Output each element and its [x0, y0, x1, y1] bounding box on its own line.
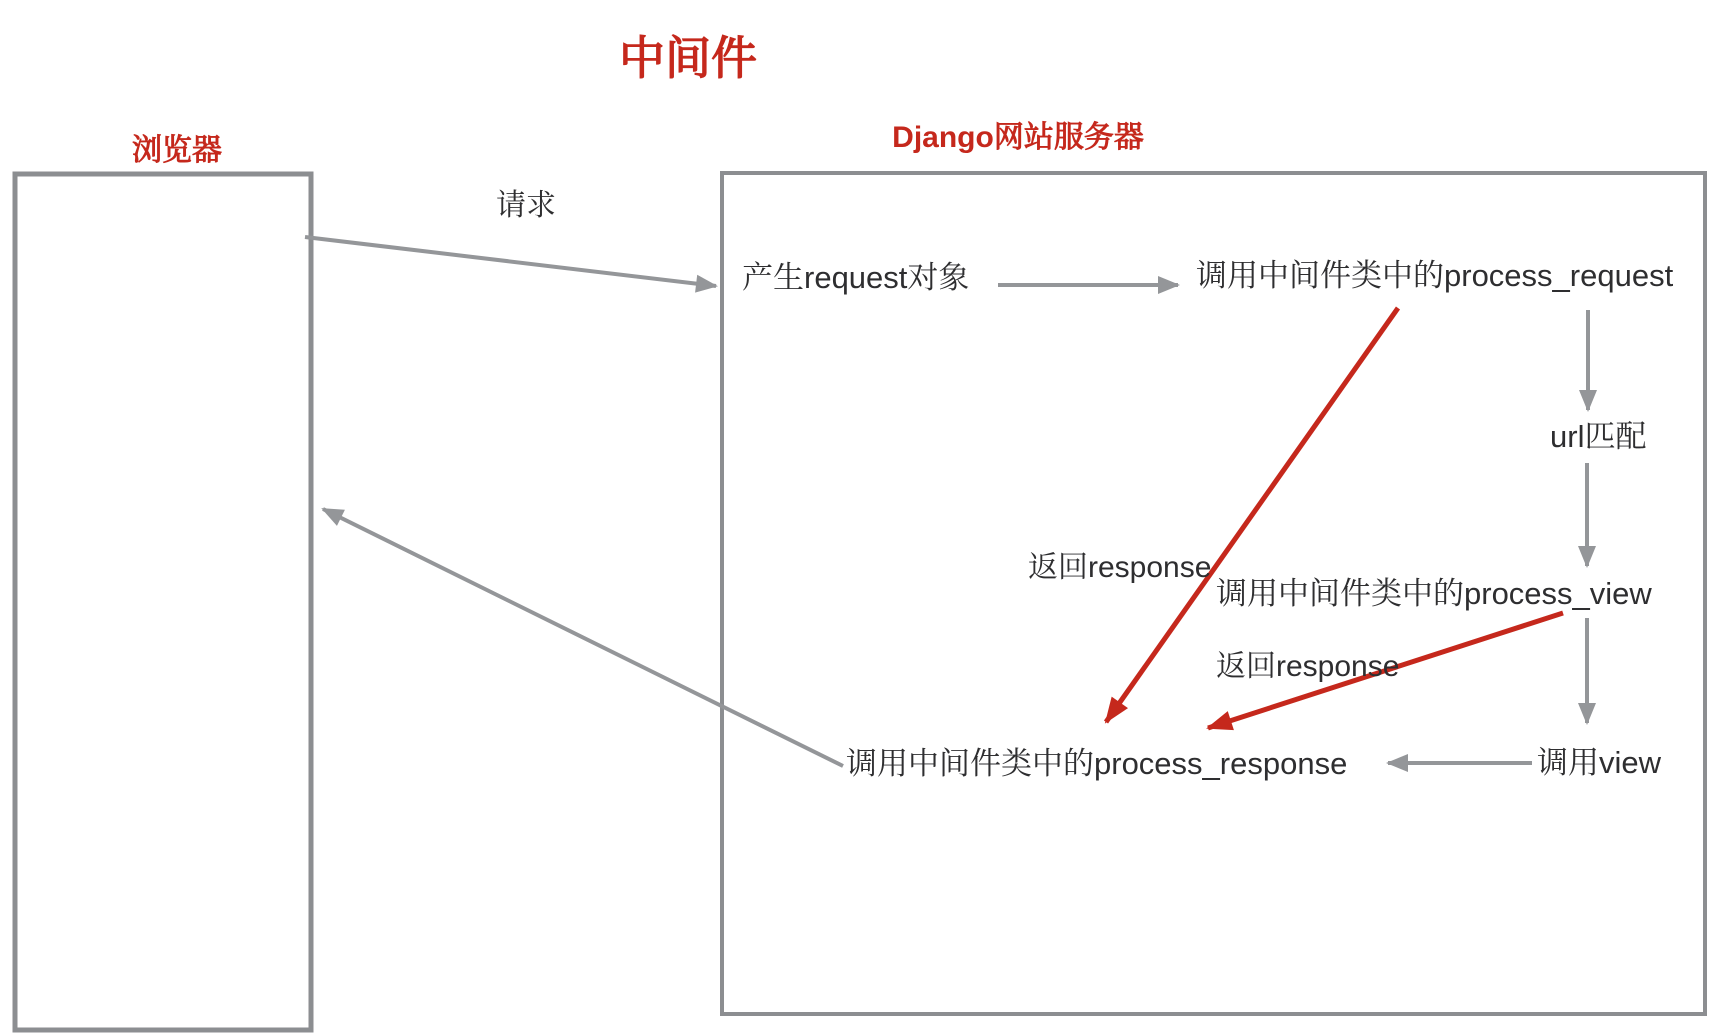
diagram-title: 中间件	[619, 32, 757, 84]
url-match-label: url匹配	[1550, 419, 1647, 454]
call-view-label: 调用view	[1537, 745, 1662, 780]
request-label: 请求	[496, 189, 556, 222]
create-request-object-label: 产生request对象	[742, 260, 970, 295]
call-process-response-label: 调用中间件类中的process_response	[846, 746, 1348, 781]
call-process-request-label: 调用中间件类中的process_request	[1196, 258, 1674, 293]
django-server-box-label: Django网站服务器	[892, 121, 1144, 154]
call-process-view-label: 调用中间件类中的process_view	[1216, 576, 1652, 611]
browser-box-label: 浏览器	[132, 134, 222, 167]
return-response-from-request-label: 返回response	[1028, 551, 1212, 584]
request-arrow	[305, 237, 716, 286]
process-response-to-browser-arrow	[323, 509, 843, 766]
browser-box	[15, 174, 311, 1030]
return-response-from-view-label: 返回response	[1216, 650, 1400, 683]
